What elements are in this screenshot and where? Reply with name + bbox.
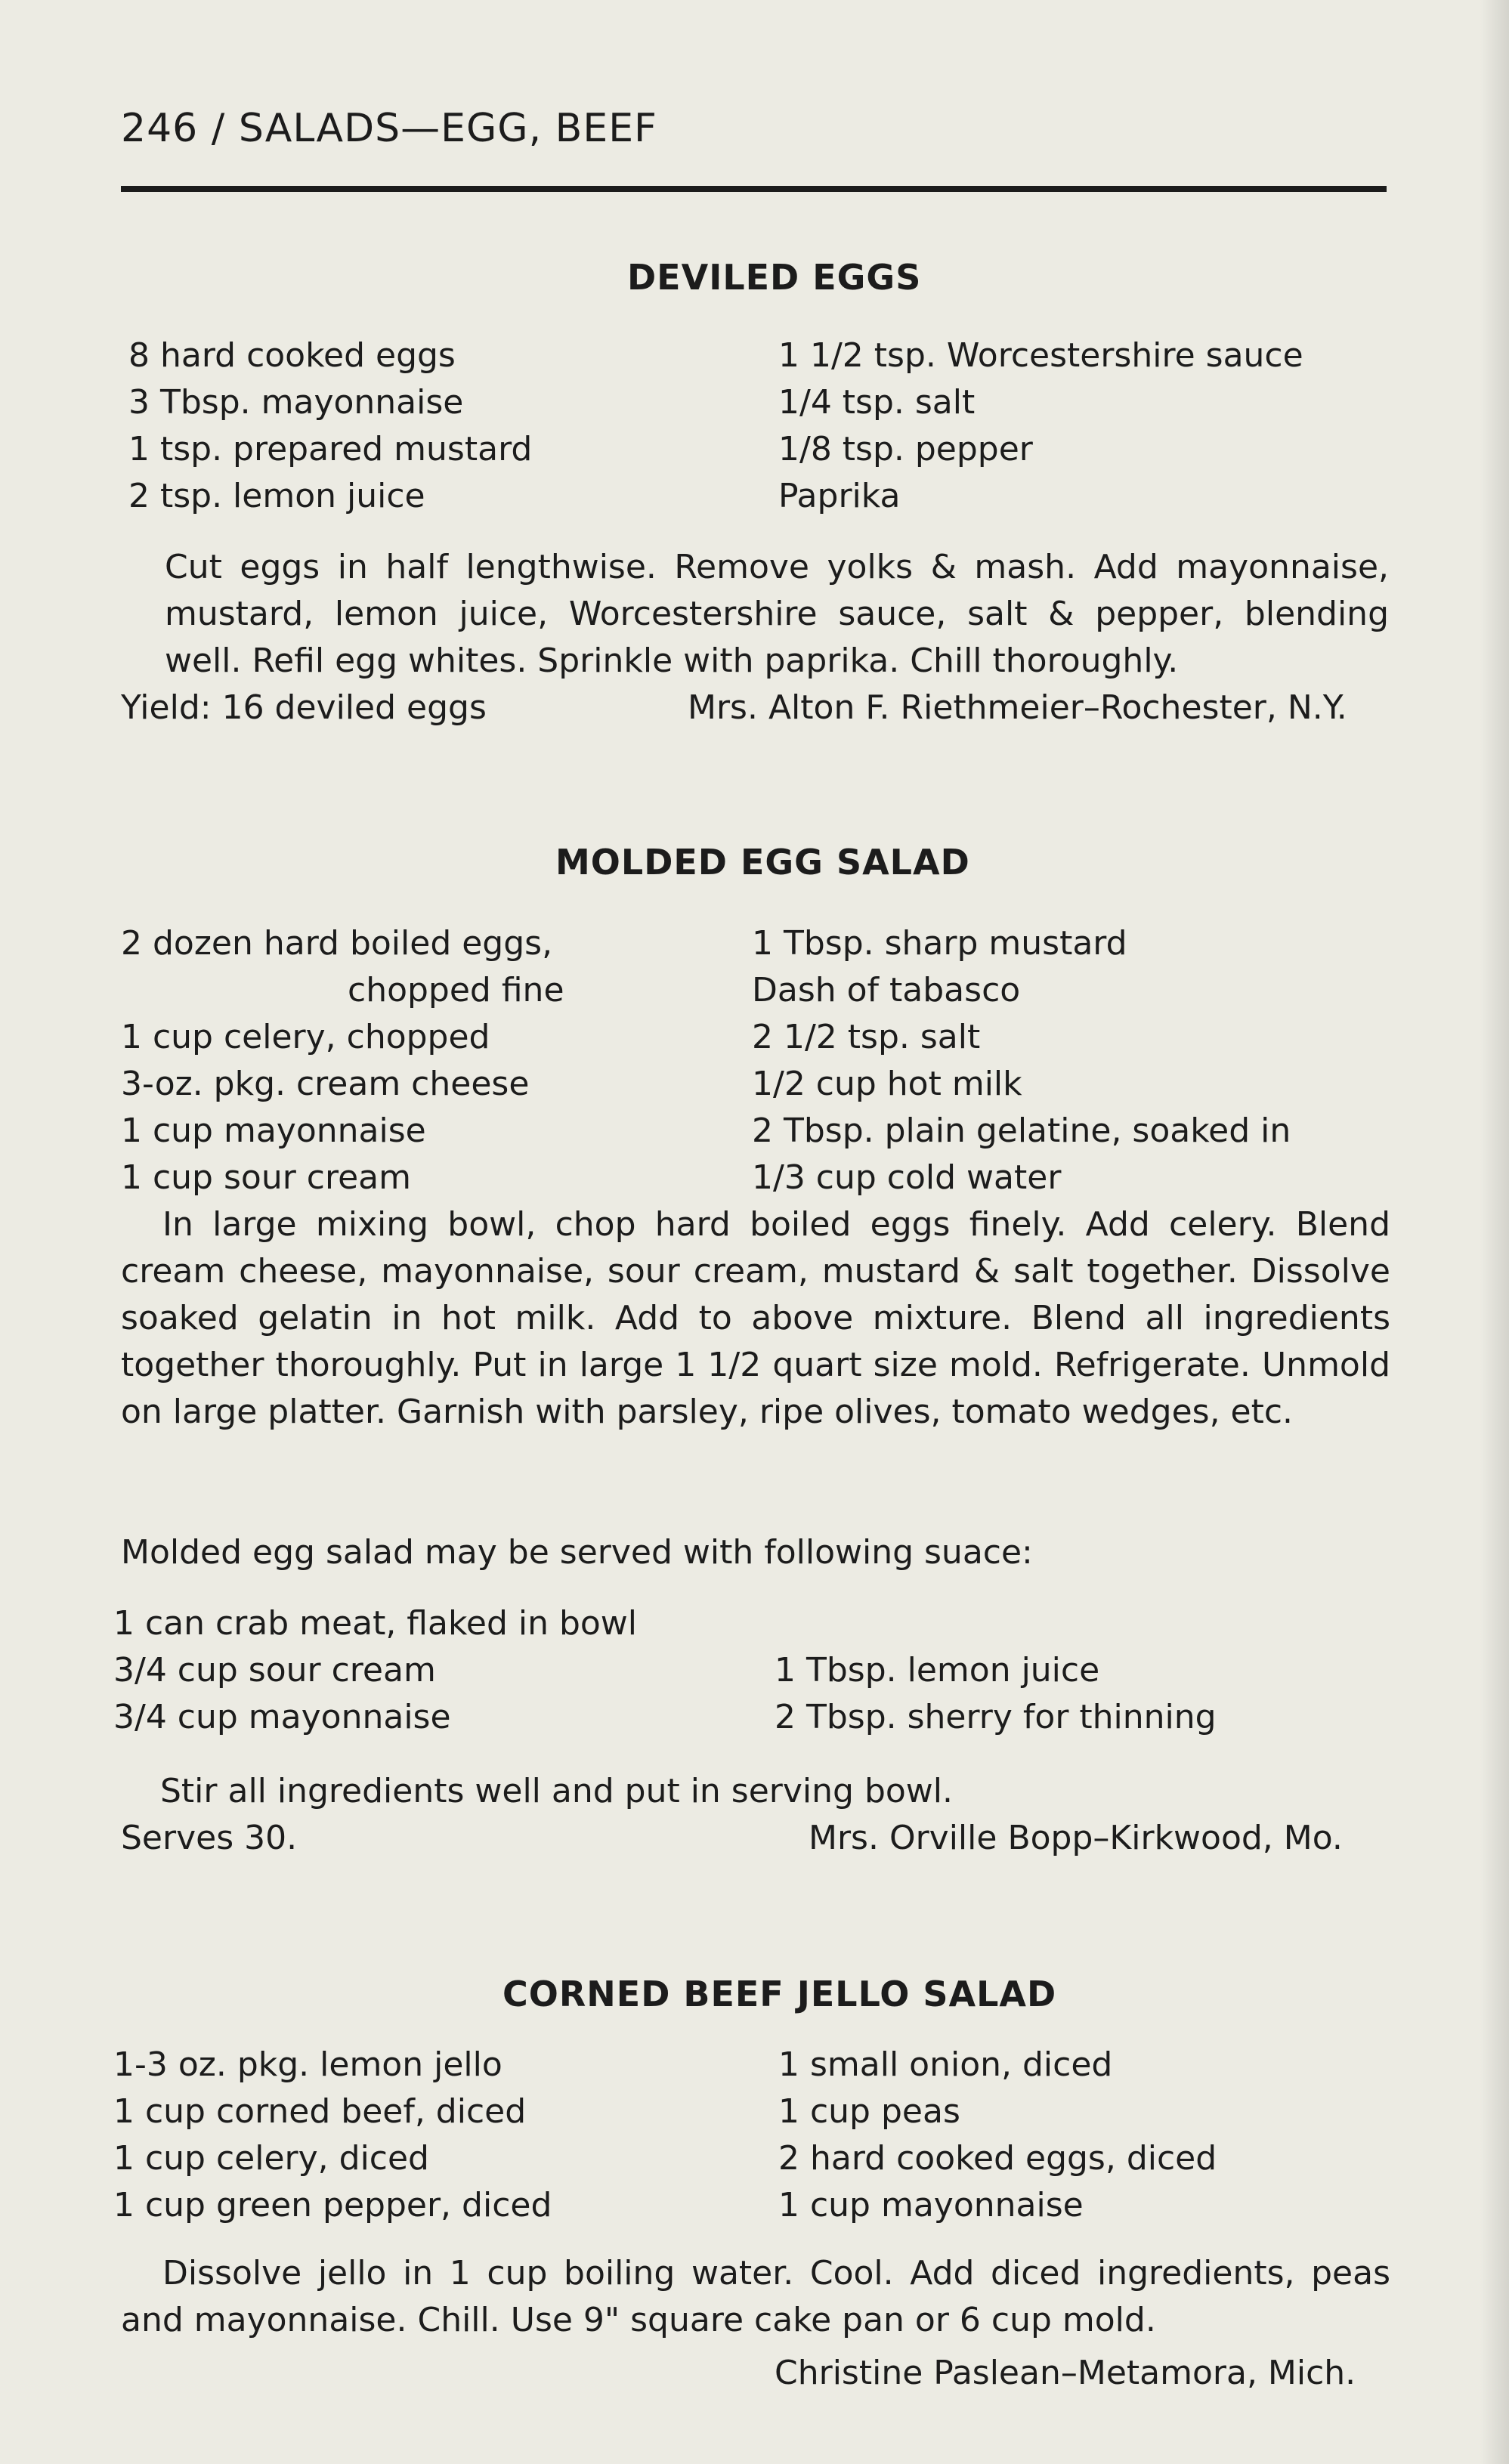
directions-text: Cut eggs in half lengthwise. Remove yolks & mash. Add mayonnaise, mustard, lemon juice, Worcestershire sauce, salt & pepper, blending well. Refil egg whites. Sprinkle with paprika. Chill thoroughly. xyxy=(165,548,1389,680)
ingredient-right: 1 Tbsp. sharp mustard xyxy=(752,924,1127,963)
sauce-ingredient-left: 3/4 cup sour cream xyxy=(113,1651,436,1690)
ingredient-right: 2 hard cooked eggs, diced xyxy=(778,2139,1217,2178)
ingredient-left: 1-3 oz. pkg. lemon jello xyxy=(113,2045,502,2084)
ingredient-right: 1 1/2 tsp. Worcestershire sauce xyxy=(778,336,1303,375)
directions-molded-egg-salad xyxy=(121,1201,1390,1436)
sauce-ingredient-right: 1 Tbsp. lemon juice xyxy=(775,1651,1100,1690)
ingredient-right: 1/4 tsp. salt xyxy=(778,383,976,422)
ingredient-right: Paprika xyxy=(778,477,901,515)
serves-molded-egg-salad: Serves 30. xyxy=(121,1819,298,1857)
ingredient-left: 1 cup corned beef, diced xyxy=(113,2092,527,2131)
sauce-ingredient-right: 2 Tbsp. sherry for thinning xyxy=(775,1698,1217,1736)
ingredient-right: 1 cup peas xyxy=(778,2092,960,2131)
ingredient-left: 1 tsp. prepared mustard xyxy=(128,430,533,468)
ingredient-left: 2 dozen hard boiled eggs, xyxy=(121,924,553,963)
directions-corned-beef-jello-salad xyxy=(121,2250,1390,2344)
recipe-title-corned-beef-jello-salad: CORNED BEEF JELLO SALAD xyxy=(502,1974,1057,2014)
credit-molded-egg-salad: Mrs. Orville Bopp–Kirkwood, Mo. xyxy=(809,1819,1343,1857)
page-edge-shadow xyxy=(1480,0,1509,2464)
ingredient-right: 1/2 cup hot milk xyxy=(752,1065,1022,1103)
ingredient-right: 2 1/2 tsp. salt xyxy=(752,1018,981,1056)
ingredient-right: 1 cup mayonnaise xyxy=(778,2186,1084,2224)
sauce-ingredient-left: 3/4 cup mayonnaise xyxy=(113,1698,451,1736)
ingredient-right: 1/3 cup cold water xyxy=(752,1158,1062,1197)
ingredient-left: 1 cup green pepper, diced xyxy=(113,2186,552,2224)
ingredient-left: 3-oz. pkg. cream cheese xyxy=(121,1065,530,1103)
ingredient-left: 2 tsp. lemon juice xyxy=(128,477,425,515)
recipe-title-deviled-eggs: DEVILED EGGS xyxy=(627,257,922,298)
directions-text: Dissolve jello in 1 cup boiling water. Cool. Add diced ingredients, peas and mayonnaise. Chill. Use 9" square cake pan or 6 cup mold. xyxy=(121,2254,1390,2339)
directions-deviled-eggs xyxy=(165,544,1389,685)
ingredient-right: Dash of tabasco xyxy=(752,971,1021,1009)
ingredient-right: 1 small onion, diced xyxy=(778,2045,1113,2084)
ingredient-left: 1 cup celery, diced xyxy=(113,2139,429,2178)
ingredient-right: 2 Tbsp. plain gelatine, soaked in xyxy=(752,1111,1291,1150)
sauce-ingredient-full: 1 can crab meat, flaked in bowl xyxy=(113,1604,638,1643)
ingredient-left: 8 hard cooked eggs xyxy=(128,336,456,375)
page-header: 246 / SALADS—EGG, BEEF xyxy=(121,106,657,151)
ingredient-right: 1/8 tsp. pepper xyxy=(778,430,1033,468)
ingredient-left: 1 cup mayonnaise xyxy=(121,1111,426,1150)
sauce-intro: Molded egg salad may be served with following suace: xyxy=(121,1533,1033,1572)
ingredient-left: 1 cup celery, chopped xyxy=(121,1018,490,1056)
credit-corned-beef-jello-salad: Christine Paslean–Metamora, Mich. xyxy=(775,2354,1356,2392)
sauce-directions: Stir all ingredients well and put in serving bowl. xyxy=(160,1772,953,1810)
ingredient-left: chopped fine xyxy=(348,971,564,1009)
ingredient-left: 3 Tbsp. mayonnaise xyxy=(128,383,464,422)
directions-text: In large mixing bowl, chop hard boiled eggs finely. Add celery. Blend cream cheese, mayonnaise, sour cream, mustard & salt together. Dissolve soaked gelatin in hot milk. Add to above mixture. Blend all ingredients together thoroughly. Put in large 1 1/2 quart size mold. Refrigerate. Unmold on large platter. Garnish with parsley, ripe olives, tomato wedges, etc. xyxy=(121,1205,1390,1431)
yield-deviled-eggs: Yield: 16 deviled eggs xyxy=(121,688,487,727)
credit-deviled-eggs: Mrs. Alton F. Riethmeier–Rochester, N.Y. xyxy=(688,688,1347,727)
ingredient-left: 1 cup sour cream xyxy=(121,1158,411,1197)
recipe-title-molded-egg-salad: MOLDED EGG SALAD xyxy=(555,842,970,883)
header-rule xyxy=(121,186,1387,192)
